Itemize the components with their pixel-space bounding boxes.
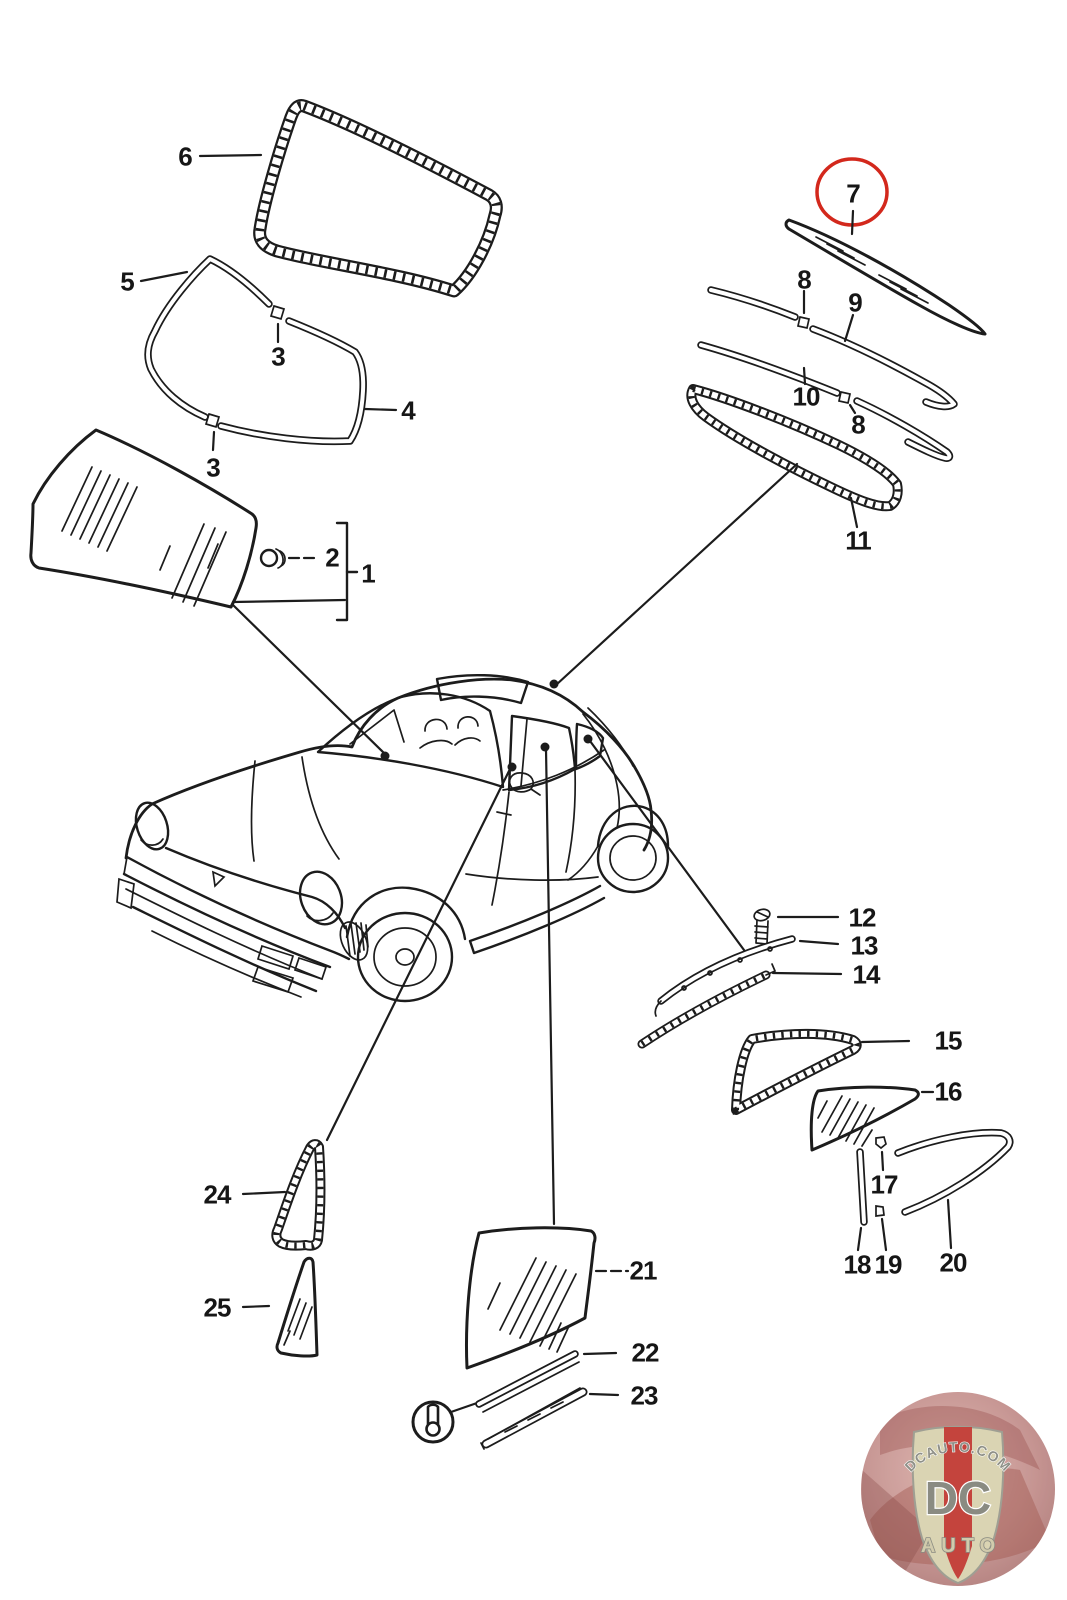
logo-word-text: AUTO (920, 1535, 1002, 1557)
logo-initials-text: DC (924, 1472, 992, 1524)
part-label-24: 24 (203, 1179, 231, 1210)
part-label-20: 20 (939, 1247, 967, 1278)
dcauto-watermark-logo (860, 1392, 1055, 1586)
part-label-19: 19 (874, 1249, 902, 1280)
part-7-rear-window-glass (786, 220, 985, 334)
part-6-windshield-seal (260, 106, 497, 291)
part-label-17: 17 (870, 1169, 898, 1200)
part-24-vent-seal (276, 1144, 320, 1246)
part-label-13: 13 (850, 930, 878, 961)
part-label-2: 2 (325, 542, 339, 573)
part-19-clip (876, 1206, 884, 1216)
part-label-8b: 8 (851, 409, 865, 440)
part-12-screw (753, 908, 771, 944)
part-25-vent-glass (277, 1258, 317, 1356)
part-label-3a: 3 (271, 341, 285, 372)
part-20-quarter-molding (898, 1133, 1010, 1212)
part-label-9: 9 (848, 287, 862, 318)
part-label-23: 23 (630, 1380, 658, 1411)
part-1-windshield-glass (31, 430, 257, 607)
part-label-22: 22 (631, 1337, 659, 1368)
part-label-6: 6 (178, 141, 192, 172)
part-label-7: 7 (846, 178, 860, 209)
part-label-12: 12 (848, 902, 876, 933)
part-16-quarter-glass (811, 1087, 918, 1150)
part-label-10: 10 (792, 381, 820, 412)
part-label-18: 18 (843, 1249, 871, 1280)
part-label-25: 25 (203, 1292, 231, 1323)
part-label-11: 11 (845, 525, 871, 556)
part-label-21: 21 (629, 1255, 657, 1286)
part-18-strip (860, 1152, 864, 1222)
part-label-15: 15 (934, 1025, 962, 1056)
part-2-clip (261, 549, 285, 568)
part-label-14: 14 (852, 959, 880, 990)
car-illustration (117, 675, 668, 1001)
part-4-molding-lower (221, 321, 363, 441)
part-5-molding-upper (148, 259, 269, 417)
part-13-trim-strip (655, 939, 792, 1016)
part-label-1: 1 (361, 558, 375, 589)
part-label-4: 4 (401, 395, 415, 426)
logo-domain-text: DCAUTO.COM (901, 1438, 1015, 1475)
part-label-16: 16 (934, 1076, 962, 1107)
part-label-3b: 3 (206, 452, 220, 483)
part-21-door-glass (467, 1228, 596, 1368)
part-17-clip (876, 1137, 886, 1148)
part-label-8a: 8 (797, 264, 811, 295)
bulb-symbol-icon (413, 1402, 453, 1442)
part-label-5: 5 (120, 266, 134, 297)
